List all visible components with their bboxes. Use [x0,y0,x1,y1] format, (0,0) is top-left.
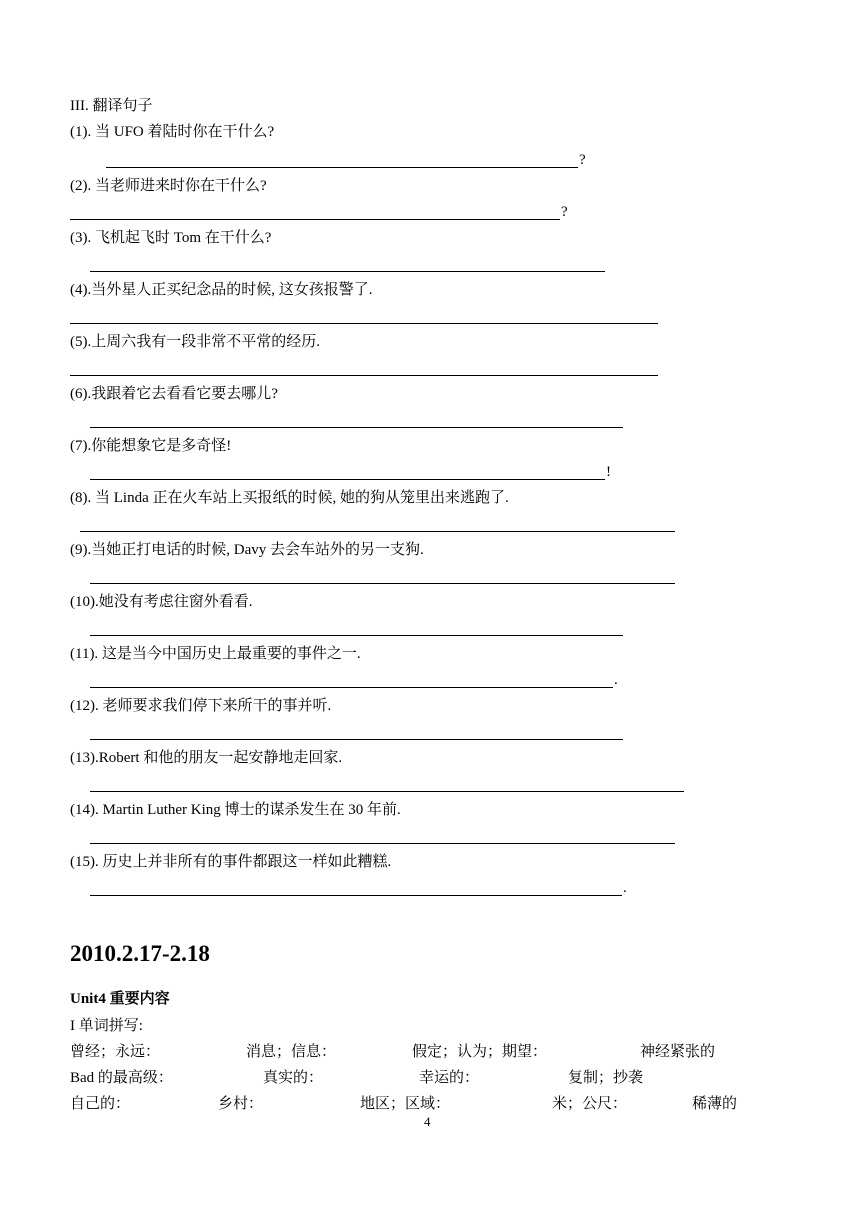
question-2: (2). 当老师进来时你在干什么? [70,178,267,194]
answer-line-2[interactable] [70,219,560,220]
vocab-item: 地区；区域： [360,1096,451,1112]
question-9: (9).当她正打电话的时候, Davy 去会车站外的另一支狗. [70,542,424,558]
answer-line-5[interactable] [70,375,658,376]
answer-line-10[interactable] [90,635,623,636]
date-heading: 2010.2.17-2.18 [70,941,210,966]
answer-line-4[interactable] [70,323,658,324]
vocab-item: Bad 的最高级： [70,1070,173,1086]
vocab-item: 幸运的： [419,1070,480,1086]
question-11: (11). 这是当今中国历史上最重要的事件之一. [70,646,361,662]
answer-end-2: ? [561,204,568,220]
answer-line-14[interactable] [90,843,675,844]
answer-line-13[interactable] [90,791,684,792]
question-1: (1). 当 UFO 着陆时你在干什么? [70,124,275,140]
answer-line-1[interactable] [106,167,578,168]
answer-line-3[interactable] [90,271,605,272]
answer-line-9[interactable] [90,583,675,584]
question-10: (10).她没有考虑往窗外看看. [70,594,253,610]
question-6: (6).我跟着它去看看它要去哪儿? [70,386,278,402]
answer-line-6[interactable] [90,427,623,428]
vocab-item: 米；公尺： [552,1096,628,1112]
answer-end-7: ! [606,464,611,480]
question-5: (5).上周六我有一段非常不平常的经历. [70,334,320,350]
vocab-item: 真实的： [263,1070,324,1086]
vocab-item: 乡村： [218,1096,264,1112]
question-15: (15). 历史上并非所有的事件都跟这一样如此糟糕. [70,854,392,870]
vocab-title: I 单词拼写: [70,1018,143,1034]
question-14: (14). Martin Luther King 博士的谋杀发生在 30 年前. [70,802,401,818]
vocab-item: 复制；抄袭 [568,1070,644,1086]
answer-line-11[interactable] [90,687,613,688]
vocab-item: 自己的： [70,1096,131,1112]
question-7: (7).你能想象它是多奇怪! [70,438,232,454]
question-8: (8). 当 Linda 正在火车站上买报纸的时候, 她的狗从笼里出来逃跑了. [70,490,509,506]
vocab-item: 消息；信息： [246,1044,337,1060]
question-4: (4).当外星人正买纪念品的时候, 这女孩报警了. [70,282,373,298]
answer-end-15: . [623,880,627,896]
question-12: (12). 老师要求我们停下来所干的事并听. [70,698,332,714]
answer-line-7[interactable] [90,479,605,480]
vocab-item: 神经紧张的 [640,1044,716,1060]
vocab-item: 曾经；永远： [70,1044,161,1060]
answer-line-8[interactable] [80,531,675,532]
vocab-item: 稀薄的 [692,1096,738,1112]
unit-heading: Unit4 重要内容 [70,991,170,1007]
page-number: 4 [424,1114,431,1129]
answer-line-12[interactable] [90,739,623,740]
section-title: III. 翻译句子 [70,98,153,114]
answer-end-1: ? [579,152,586,168]
question-13: (13).Robert 和他的朋友一起安静地走回家. [70,750,343,766]
answer-line-15[interactable] [90,895,622,896]
question-3: (3). 飞机起飞时 Tom 在干什么? [70,230,272,246]
vocab-item: 假定；认为；期望： [412,1044,548,1060]
answer-end-11: . [614,672,618,688]
